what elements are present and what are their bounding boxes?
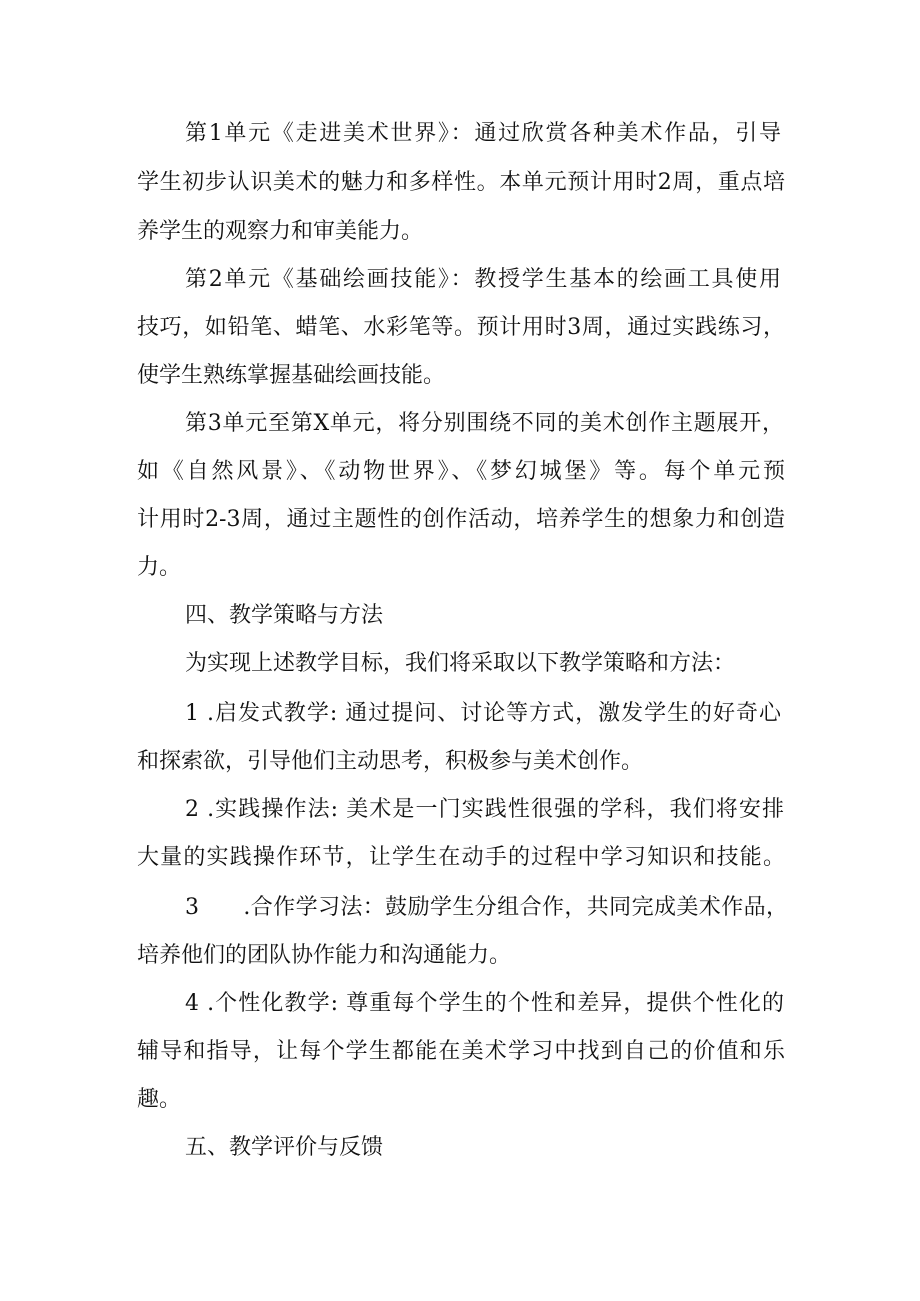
paragraph-3-line-2: 如《自然风景》、《动物世界》、《梦幻城堡》等。每个单元预	[137, 459, 785, 484]
paragraph-1-line-2: 学生初步认识美术的魅力和多样性。本单元预计用时2周，重点培	[137, 170, 785, 195]
strategy-1-line-1: 1 .启发式教学: 通过提问、讨论等方式，激发学生的好奇心	[185, 701, 781, 726]
section-heading-evaluation: 五、教学评价与反馈	[185, 1135, 384, 1160]
strategy-4-line-3: 趣。	[137, 1087, 182, 1112]
strategy-3-line-1: 3 .合作学习法：鼓励学生分组合作，共同完成美术作品，	[185, 895, 788, 920]
strategy-3-line-2: 培养他们的团队协作能力和沟通能力。	[137, 943, 512, 968]
strategy-2-line-1: 2 .实践操作法: 美术是一门实践性很强的学科，我们将安排	[185, 797, 784, 822]
paragraph-2-line-3: 使学生熟练掌握基础绘画技能。	[137, 363, 446, 388]
paragraph-2-line-1: 第2单元《基础绘画技能》：教授学生基本的绘画工具使用	[185, 267, 781, 292]
paragraph-3-line-4: 力。	[137, 555, 182, 580]
strategy-1-line-2: 和探索欲，引导他们主动思考，积极参与美术创作。	[137, 749, 644, 774]
strategies-intro: 为实现上述教学目标，我们将采取以下教学策略和方法：	[185, 651, 736, 676]
paragraph-1-line-1: 第1单元《走进美术世界》：通过欣赏各种美术作品，引导	[185, 121, 781, 146]
strategy-4-line-1: 4 .个性化教学: 尊重每个学生的个性和差异，提供个性化的	[185, 991, 784, 1016]
strategy-4-line-2: 辅导和指导，让每个学生都能在美术学习中找到自己的价值和乐	[137, 1039, 785, 1064]
paragraph-1-line-3: 养学生的观察力和审美能力。	[137, 219, 424, 244]
paragraph-2-line-2: 技巧，如铅笔、蜡笔、水彩笔等。预计用时3周，通过实践练习，	[137, 315, 785, 340]
section-heading-strategies: 四、教学策略与方法	[185, 603, 384, 628]
paragraph-3-line-1: 第3单元至第X单元，将分别围绕不同的美术创作主题展开，	[185, 411, 784, 436]
strategy-2-line-2: 大量的实践操作环节，让学生在动手的过程中学习知识和技能。	[137, 845, 785, 870]
paragraph-3-line-3: 计用时2-3周，通过主题性的创作活动，培养学生的想象力和创造	[137, 507, 785, 532]
